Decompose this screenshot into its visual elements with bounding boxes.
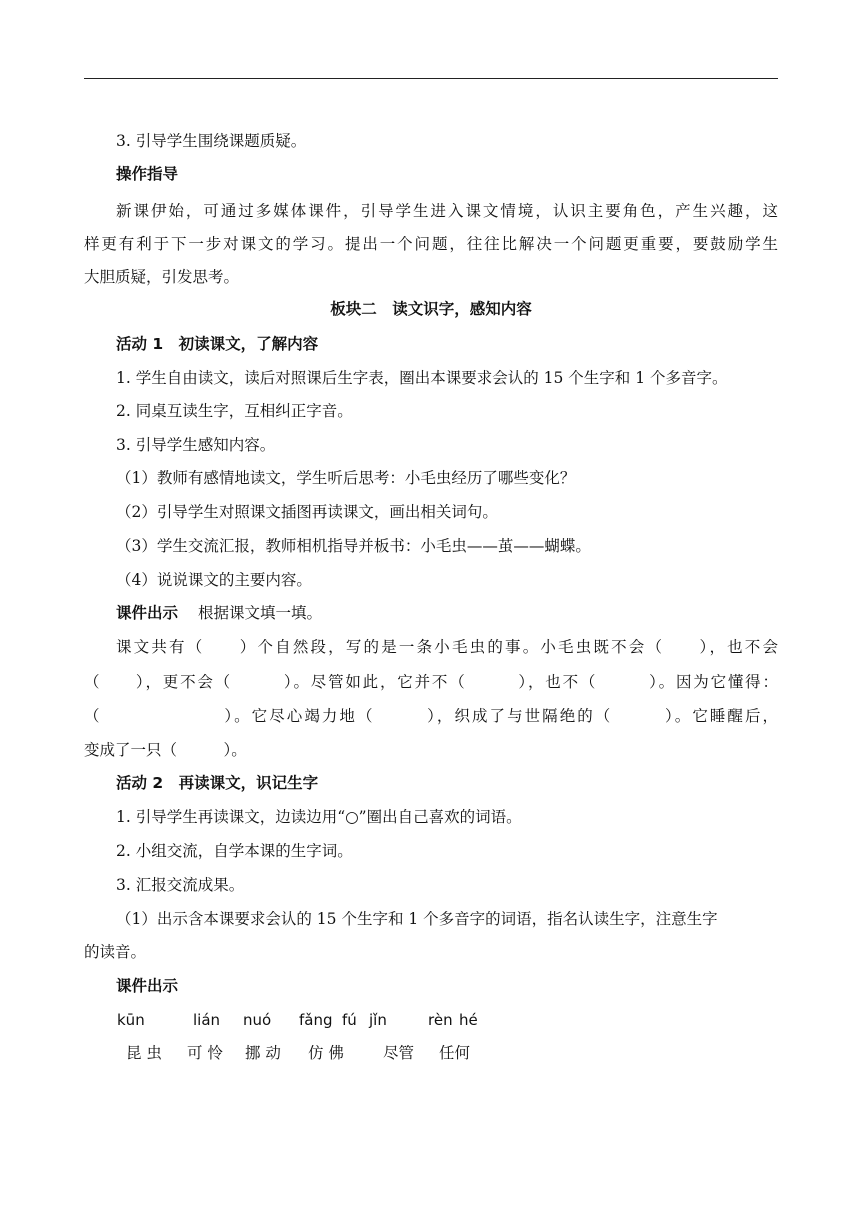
courseware-instruction: 根据课文填一填。 — [198, 604, 323, 622]
activity-2-sub-1-line-1: （1）出示含本课要求会认的 15 个生字和 1 个多音字的词语，指名认读生字，注意生字 — [116, 910, 718, 928]
pinyin-lian: lián — [193, 1011, 221, 1029]
activity-2-item-1: 1. 引导学生再读课文，边读边用“○”圈出自己喜欢的词语。 — [116, 808, 522, 826]
pinyin-ren: rèn — [428, 1011, 453, 1029]
guide-paragraph-line-2: 样更有利于下一步对课文的学习。提出一个问题，往往比解决一个问题更重要，要鼓励学生 — [84, 235, 778, 253]
word-nuodong: 挪 动 — [245, 1044, 281, 1062]
word-fangfu: 仿 佛 — [308, 1044, 344, 1062]
pinyin-fu: fú — [342, 1011, 357, 1029]
pinyin-he: hé — [459, 1011, 478, 1029]
section-two-title: 板块二 读文识字，感知内容 — [330, 300, 532, 318]
courseware-display-2-label: 课件出示 — [116, 977, 179, 995]
activity-1-item-3: 3. 引导学生感知内容。 — [116, 436, 276, 454]
pinyin-fang: fǎng — [299, 1011, 333, 1029]
word-kunchong: 昆 虫 — [126, 1044, 162, 1062]
word-jinguan: 尽管 — [383, 1044, 415, 1062]
fill-blank-line-3: （ ）。它尽心竭力地（ ），织成了与世隔绝的（ ）。它睡醒后， — [84, 707, 778, 725]
activity-2-item-2: 2. 小组交流，自学本课的生字词。 — [116, 842, 353, 860]
activity-2-sub-1-line-2: 的读音。 — [84, 943, 147, 961]
word-kelian: 可 怜 — [187, 1044, 223, 1062]
pinyin-jin: jǐn — [369, 1011, 387, 1029]
sub-item-3: （3）学生交流汇报，教师相机指导并板书：小毛虫——茧——蝴蝶。 — [116, 537, 591, 555]
fill-blank-line-4: 变成了一只（ ）。 — [84, 741, 247, 759]
activity-1-item-2: 2. 同桌互读生字，互相纠正字音。 — [116, 402, 353, 420]
guide-paragraph-line-1: 新课伊始，可通过多媒体课件，引导学生进入课文情境，认识主要角色，产生兴趣，这 — [116, 202, 778, 220]
pinyin-kun: kūn — [117, 1011, 145, 1029]
courseware-label: 课件出示 — [116, 604, 179, 622]
sub-item-1: （1）教师有感情地读文，学生听后思考：小毛虫经历了哪些变化？ — [116, 469, 576, 487]
activity-2-title: 活动 2 再读课文，识记生字 — [116, 774, 319, 792]
activity-1-title: 活动 1 初读课文，了解内容 — [116, 335, 319, 353]
guide-paragraph-line-3: 大胆质疑，引发思考。 — [84, 268, 240, 286]
sub-item-4: （4）说说课文的主要内容。 — [116, 571, 312, 589]
fill-blank-line-1: 课文共有（ ）个自然段，写的是一条小毛虫的事。小毛虫既不会（ ），也不会 — [116, 638, 778, 656]
heading-operation-guide: 操作指导 — [116, 165, 179, 183]
word-renhe: 任何 — [439, 1044, 471, 1062]
activity-1-item-1: 1. 学生自由读文，读后对照课后生字表，圈出本课要求会认的 15 个生字和 1 个多音字。 — [116, 369, 728, 387]
pinyin-nuo: nuó — [243, 1011, 272, 1029]
sub-item-2: （2）引导学生对照课文插图再读课文，画出相关词句。 — [116, 503, 498, 521]
item-3-question: 3. 引导学生围绕课题质疑。 — [116, 132, 307, 150]
header-rule — [84, 78, 778, 79]
activity-2-item-3: 3. 汇报交流成果。 — [116, 876, 245, 894]
courseware-display-1 — [116, 603, 778, 623]
fill-blank-line-2: （ ），更不会（ ）。尽管如此，它并不（ ），也不（ ）。因为它懂得： — [84, 673, 778, 691]
